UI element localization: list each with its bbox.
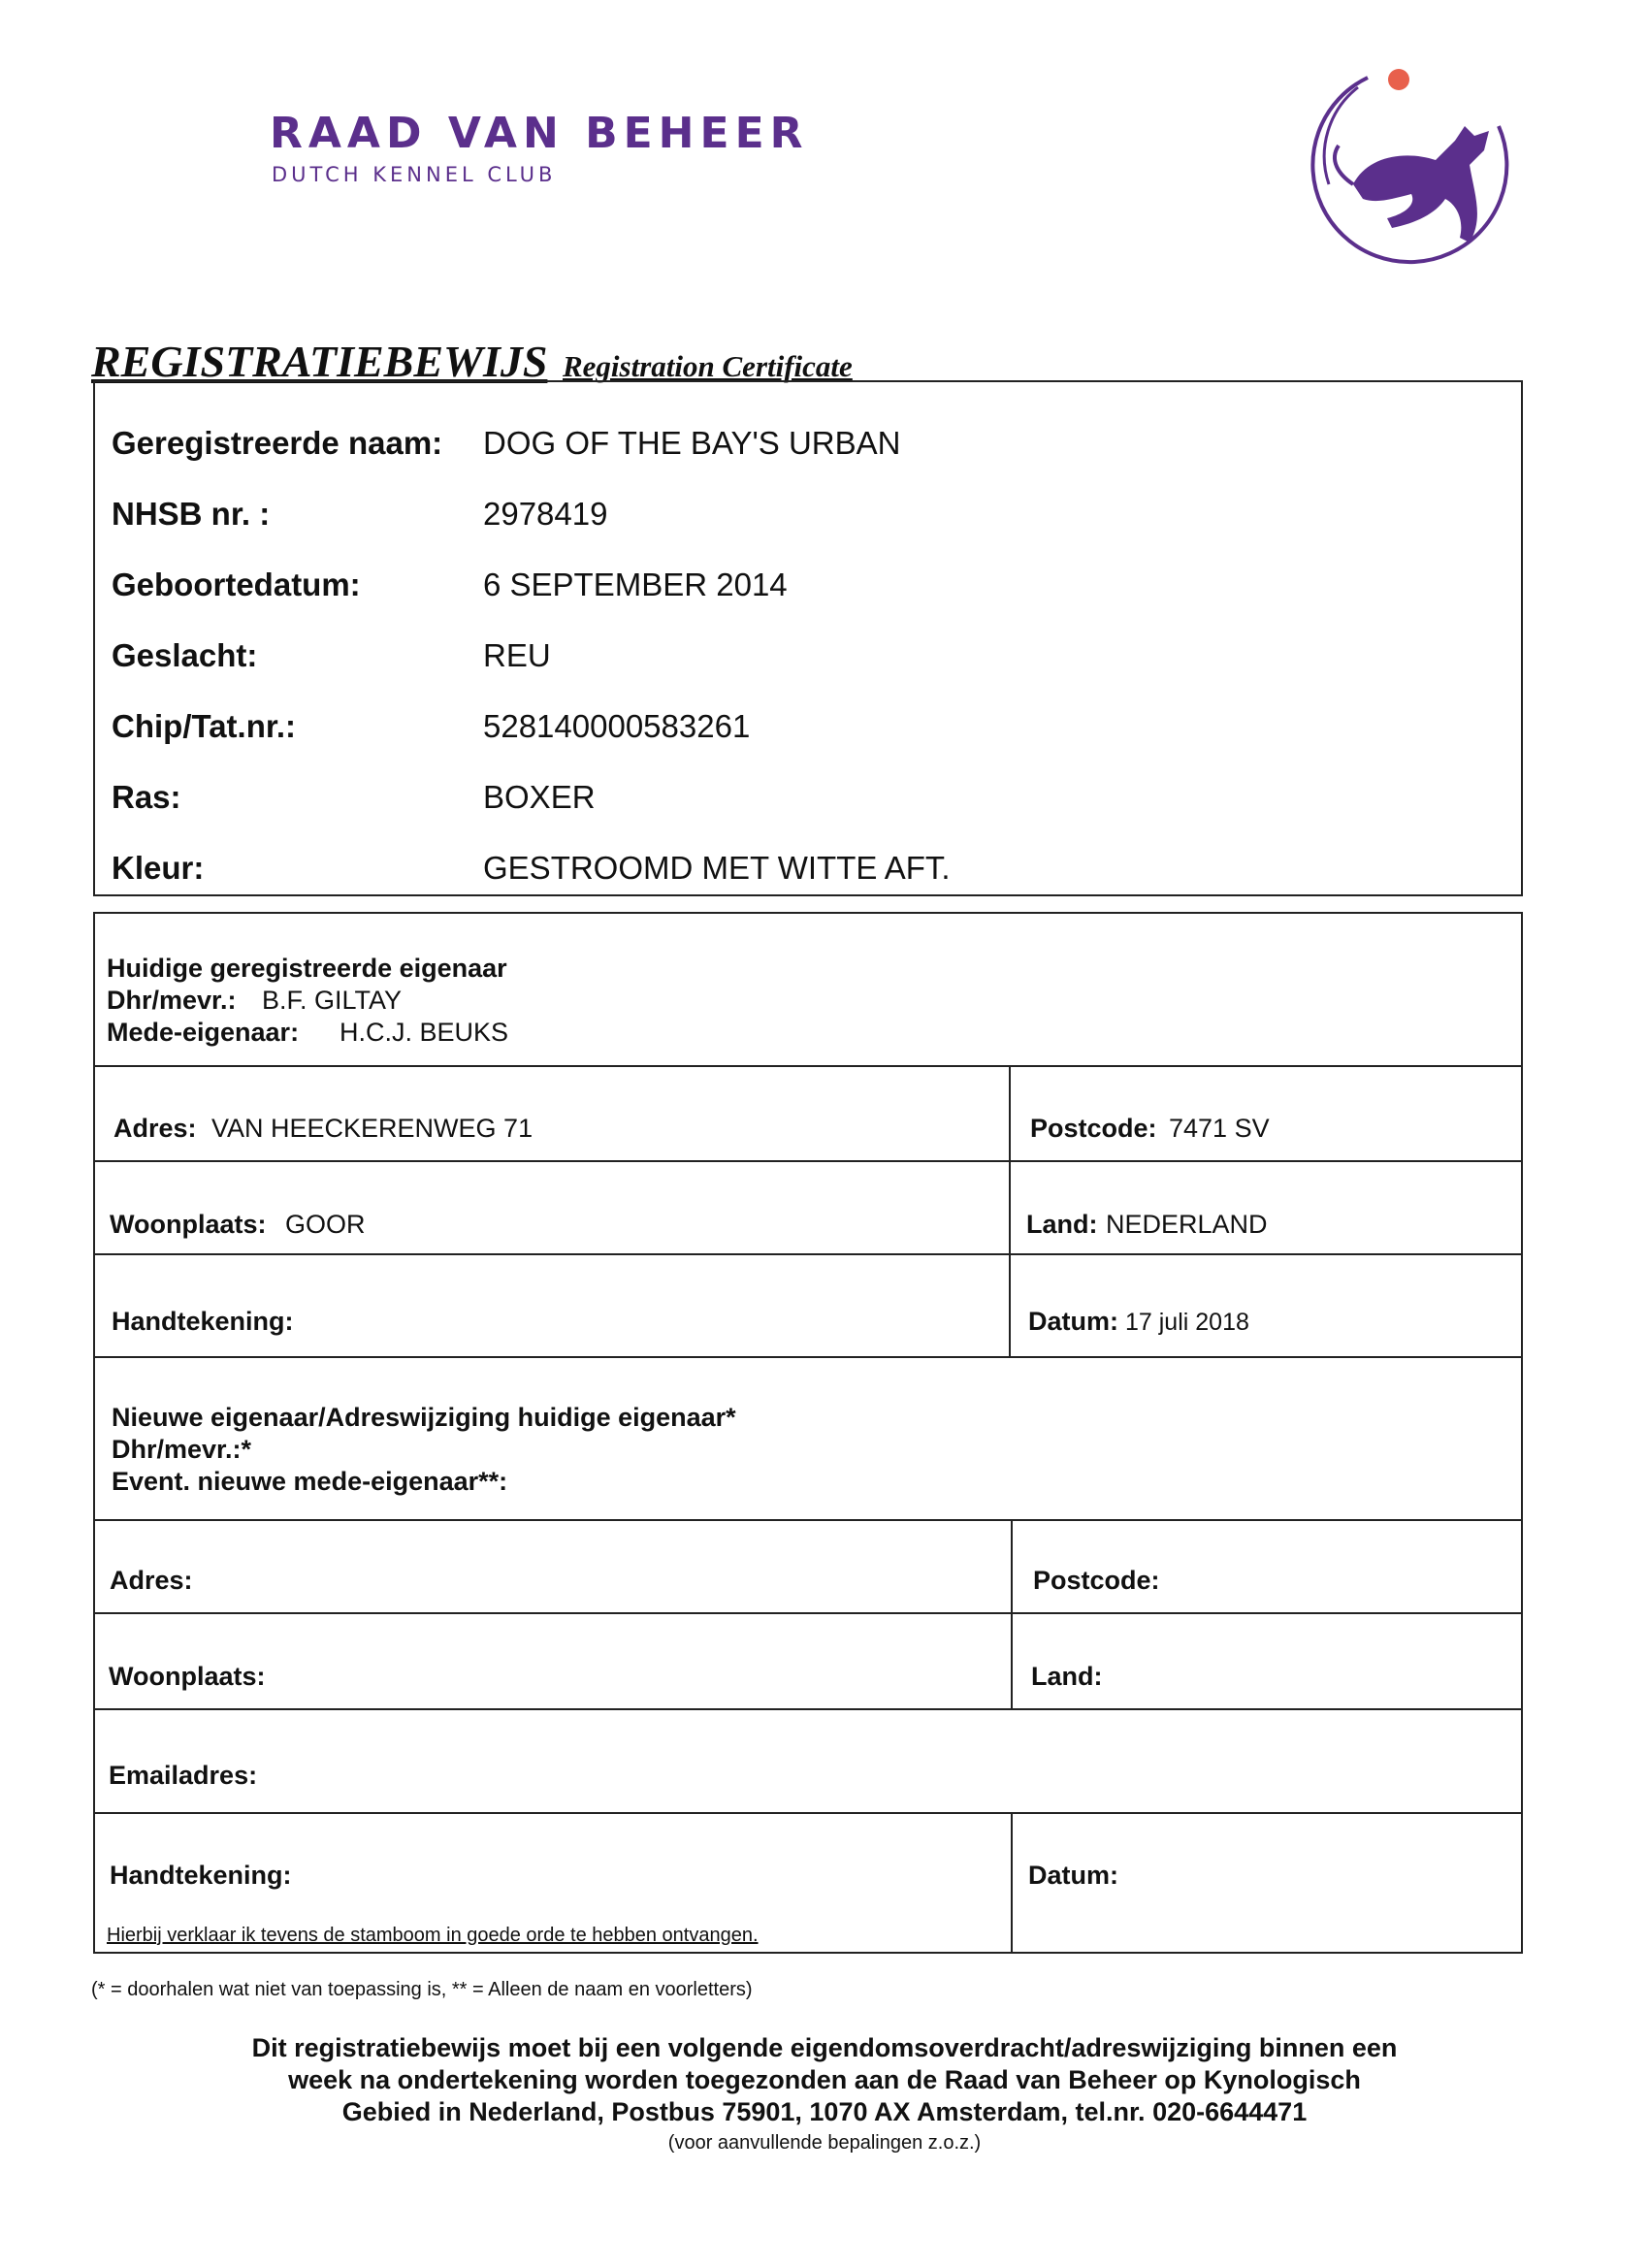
breed-label: Ras: — [112, 779, 181, 815]
ownership-form-box — [93, 912, 1523, 1954]
divider — [93, 1253, 1523, 1255]
new-signature-label: Handtekening: — [110, 1861, 292, 1890]
column-divider — [1011, 1519, 1013, 1708]
color-label: Kleur: — [112, 850, 205, 886]
new-owner-heading: Nieuwe eigenaar/Adreswijziging huidige eigenaar* — [112, 1403, 736, 1432]
new-postcode-label: Postcode: — [1033, 1566, 1160, 1595]
owner-postcode-label: Postcode: — [1030, 1114, 1157, 1143]
chip-value: 528140000583261 — [483, 708, 751, 744]
divider — [93, 1612, 1523, 1614]
owner-country-value: NEDERLAND — [1106, 1210, 1268, 1239]
footnote: (* = doorhalen wat niet van toepassing is, ** = Alleen de naam en voorletters) — [91, 1979, 753, 2000]
owner-postcode-value: 7471 SV — [1169, 1114, 1270, 1143]
owner-country-label: Land: — [1026, 1210, 1098, 1239]
divider — [93, 1708, 1523, 1710]
breed-value: BOXER — [483, 779, 596, 815]
new-country-label: Land: — [1031, 1662, 1103, 1691]
divider — [93, 1519, 1523, 1521]
new-coowner-label: Event. nieuwe mede-eigenaar**: — [112, 1467, 508, 1496]
nhsb-label: NHSB nr. : — [112, 496, 271, 532]
document-title: REGISTRATIEBEWIJS — [91, 337, 548, 386]
owner-address-value: VAN HEECKERENWEG 71 — [211, 1114, 534, 1143]
birthdate-value: 6 SEPTEMBER 2014 — [483, 567, 788, 602]
org-subtitle: DUTCH KENNEL CLUB — [272, 163, 557, 186]
current-owner-heading: Huidige geregistreerde eigenaar — [107, 954, 507, 983]
owner-signature-label: Handtekening: — [112, 1307, 294, 1336]
chip-label: Chip/Tat.nr.: — [112, 708, 297, 744]
email-label: Emailadres: — [109, 1761, 258, 1790]
declaration-text: Hierbij verklaar ik tevens de stamboom in goede orde te hebben ontvangen. — [107, 1925, 759, 1946]
column-divider — [1009, 1065, 1011, 1356]
divider — [93, 1160, 1523, 1162]
footer-line-4: (voor aanvullende bepalingen z.o.z.) — [667, 2132, 982, 2154]
footer-line-2: week na ondertekening worden toegezonden aan de Raad van Beheer op Kynologisch — [288, 2065, 1361, 2094]
footer-line-3: Gebied in Nederland, Postbus 75901, 1070 AX Amsterdam, tel.nr. 020-6644471 — [341, 2097, 1308, 2126]
new-date-label: Datum: — [1028, 1861, 1118, 1890]
sex-label: Geslacht: — [112, 637, 258, 673]
nhsb-value: 2978419 — [483, 496, 608, 532]
registered-name-value: DOG OF THE BAY'S URBAN — [483, 425, 901, 461]
footer-line-1: Dit registratiebewijs moet bij een volgende eigendomsoverdracht/adreswijziging binnen een — [251, 2033, 1398, 2062]
owner-city-label: Woonplaats: — [110, 1210, 267, 1239]
coowner-value: H.C.J. BEUKS — [340, 1018, 509, 1047]
owner-date-label: Datum: — [1028, 1307, 1118, 1336]
dog-jumping-circle-logo-icon — [1300, 58, 1523, 281]
column-divider — [1011, 1812, 1013, 1954]
sex-value: REU — [483, 637, 551, 673]
color-value: GESTROOMD MET WITTE AFT. — [483, 850, 951, 886]
divider — [93, 1812, 1523, 1814]
divider — [93, 1065, 1523, 1067]
new-city-label: Woonplaats: — [109, 1662, 266, 1691]
owner-date-value: 17 juli 2018 — [1125, 1309, 1249, 1336]
owner-name-label: Dhr/mevr.: — [107, 986, 237, 1015]
registered-name-label: Geregistreerde naam: — [112, 425, 443, 461]
divider — [93, 1356, 1523, 1358]
owner-address-label: Adres: — [113, 1114, 197, 1143]
coowner-label: Mede-eigenaar: — [107, 1018, 300, 1047]
document-subtitle: Registration Certificate — [563, 349, 853, 383]
new-address-label: Adres: — [110, 1566, 193, 1595]
new-owner-name-label: Dhr/mevr.:* — [112, 1435, 252, 1464]
org-name: RAAD VAN BEHEER — [270, 109, 809, 158]
birthdate-label: Geboortedatum: — [112, 567, 361, 602]
owner-city-value: GOOR — [285, 1210, 366, 1239]
owner-name-value: B.F. GILTAY — [262, 986, 403, 1015]
